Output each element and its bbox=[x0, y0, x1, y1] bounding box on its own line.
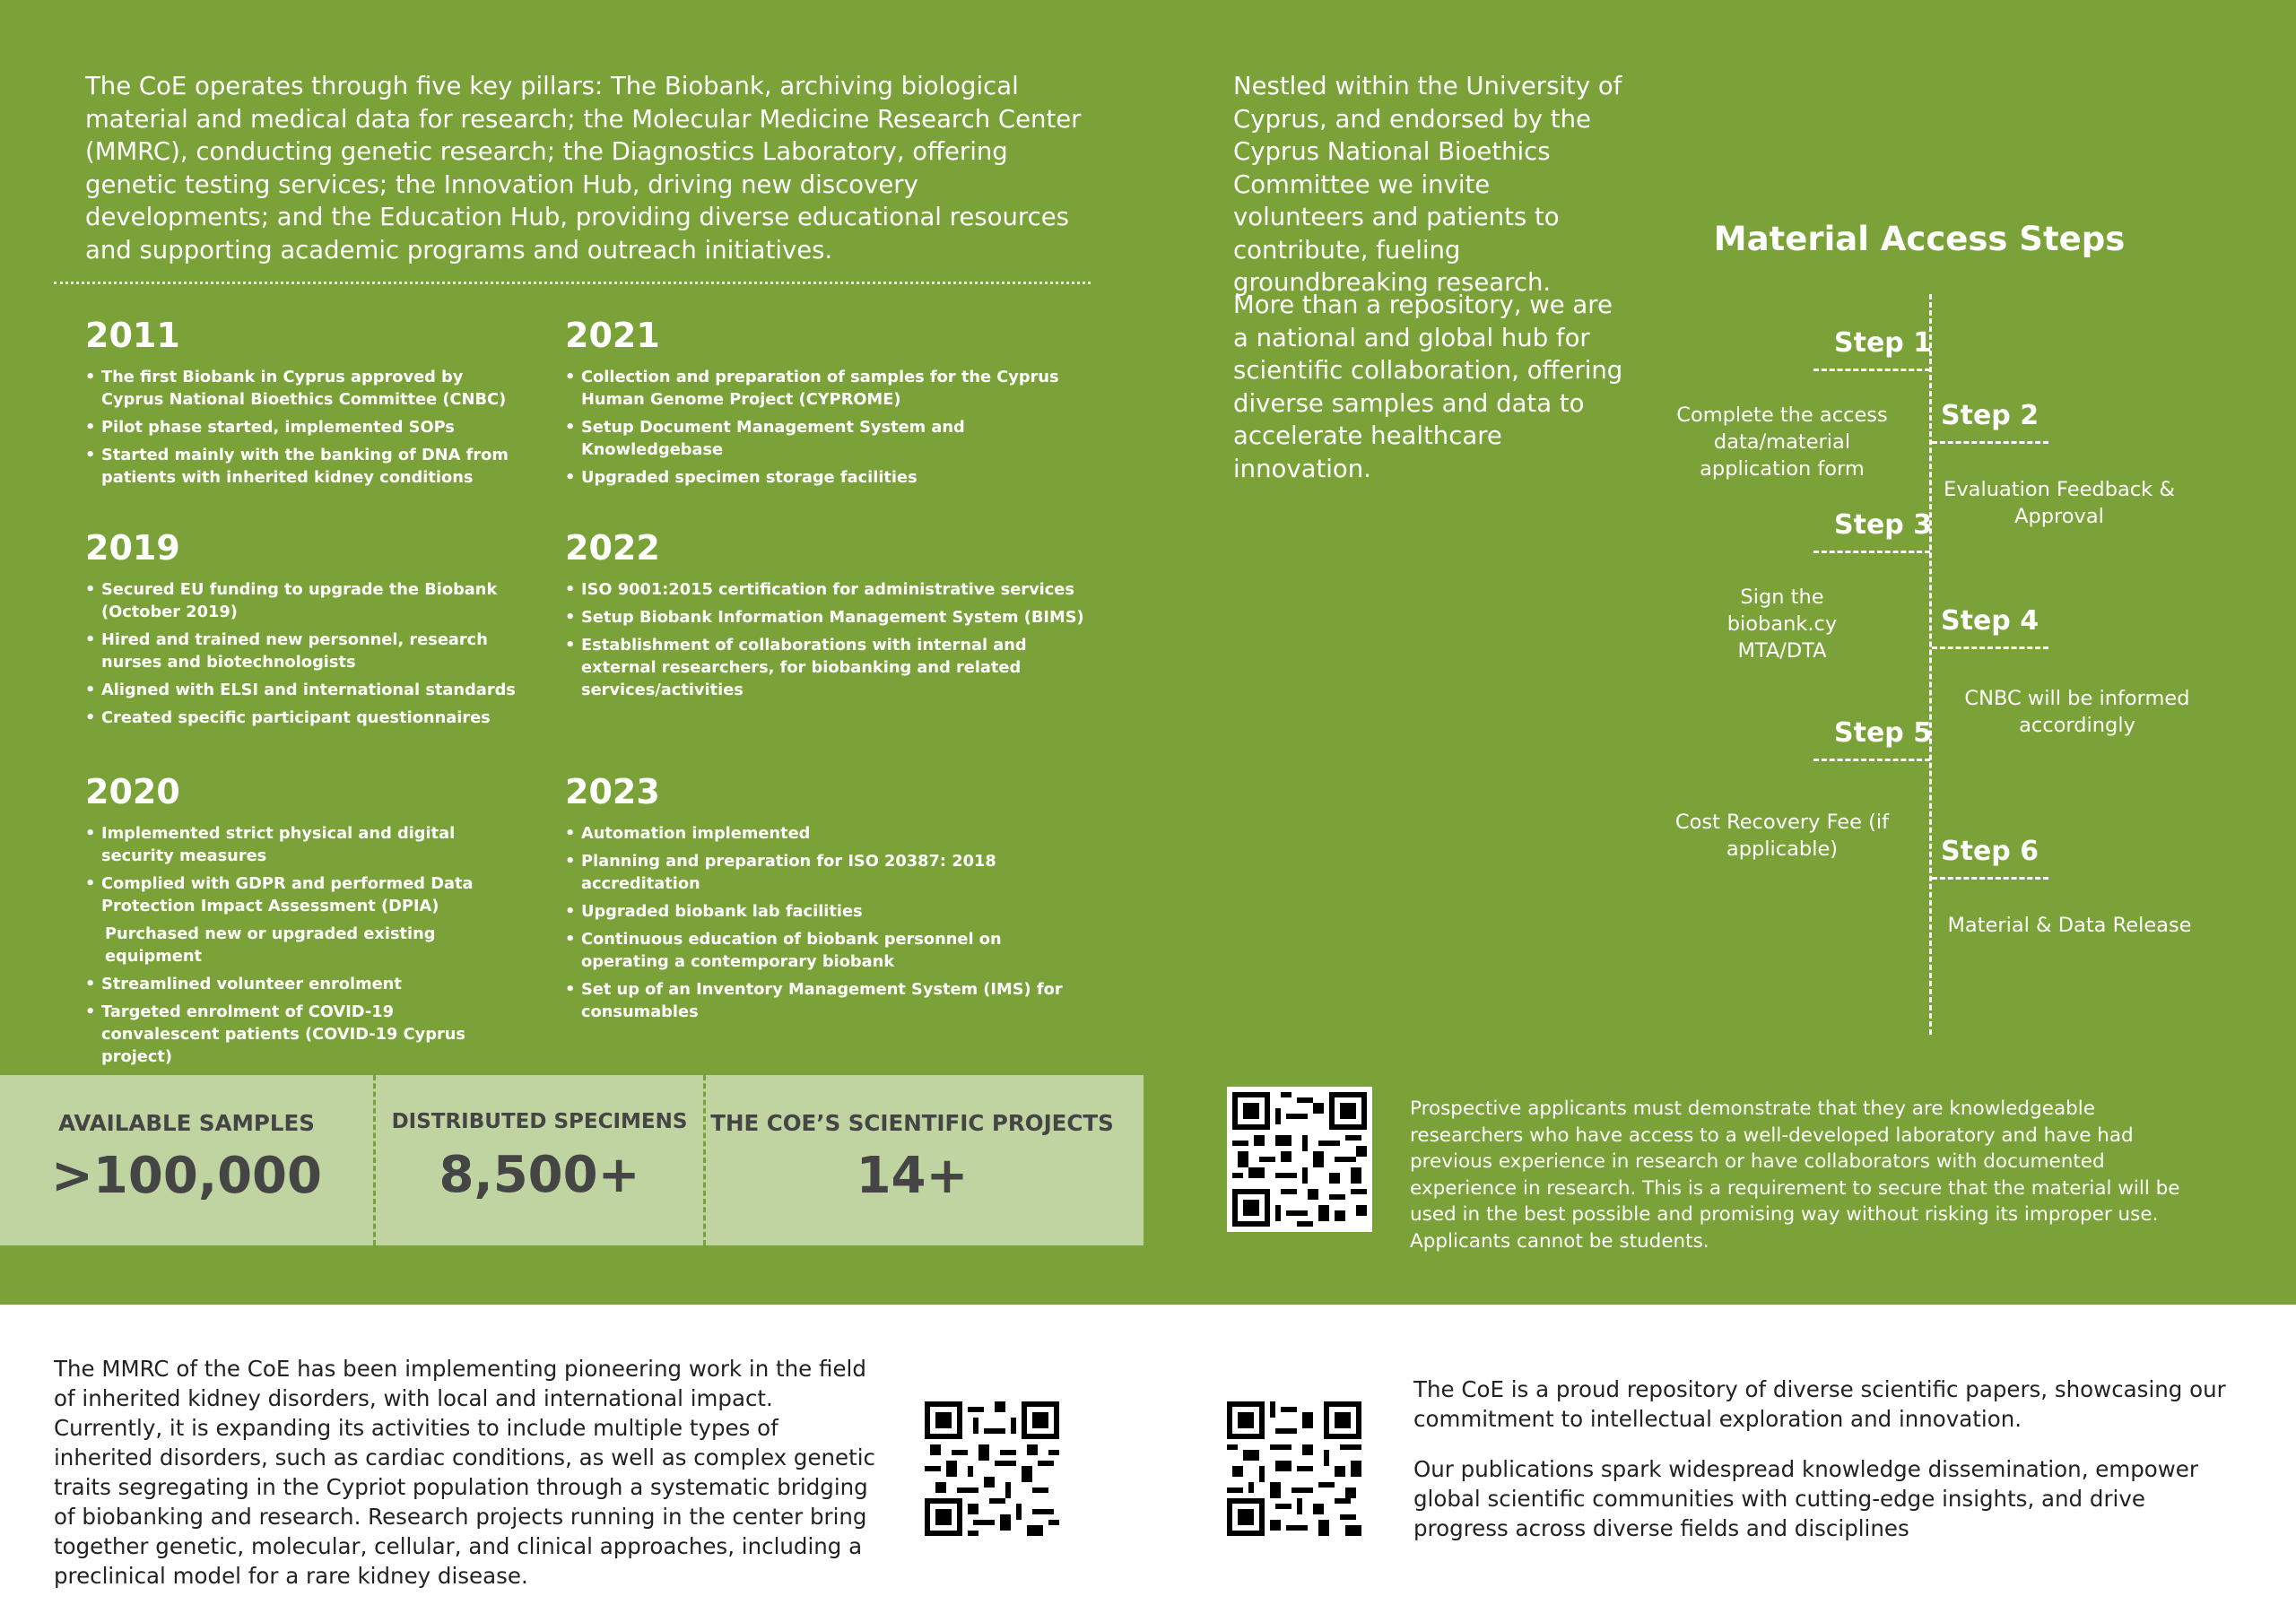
list-item: • Continuous education of biobank personnel on operating a contemporary biobank bbox=[565, 928, 1085, 973]
timeline-2011 bbox=[85, 316, 516, 494]
list-item: • Set up of an Inventory Management System (IMS) for consumables bbox=[565, 978, 1085, 1023]
year-list bbox=[85, 822, 516, 1068]
list-item: • Targeted enrolment of COVID-19 convalescent patients (COVID-19 Cyprus project) bbox=[85, 1001, 516, 1068]
list-item: • Secured EU funding to upgrade the Biobank (October 2019) bbox=[85, 578, 516, 623]
requirements-paragraph: Prospective applicants must demonstrate that they are knowledgeable researchers who have access to a well-developed laboratory and have had previous experience in research or have collaborators with documented experience in research. This is a requirement to secure that the material will be used in the best possible and promising way without risking its improper use. Applicants cannot be students. bbox=[1410, 1097, 2180, 1253]
stat-distributed-specimens bbox=[376, 1110, 703, 1204]
step-3-desc: Sign the biobank.cy MTA/DTA bbox=[1726, 585, 1838, 663]
publications-paragraph-2: Our publications spark widespread knowledge dissemination, empower global scientific communities with cutting-edge insights, and drive progress across diverse fields and disciplines bbox=[1413, 1456, 2198, 1541]
about-paragraph: Nestled within the University of Cyprus, and endorsed by the Cyprus National Bioethics Committee we invite volunteers and patients to contribute, fueling groundbreaking research. bbox=[1233, 72, 1622, 297]
list-item: • Started mainly with the banking of DNA from patients with inherited kidney conditions bbox=[85, 444, 516, 489]
list-item: • Planning and preparation for ISO 20387: 2018 accreditation bbox=[565, 850, 1085, 895]
list-item: Purchased new or upgraded existing equipment bbox=[105, 924, 436, 966]
step-5-desc: Cost Recovery Fee (if applicable) bbox=[1674, 811, 1890, 861]
steps-title: Material Access Steps bbox=[1713, 220, 2126, 258]
list-item: • Setup Biobank Information Management System (BIMS) bbox=[565, 606, 1085, 629]
list-item: • Upgraded biobank lab facilities bbox=[565, 900, 1085, 923]
step-5-dash bbox=[1813, 759, 1930, 761]
timeline-2023 bbox=[565, 772, 1085, 1028]
stat-scientific-projects bbox=[706, 1110, 1118, 1205]
year-heading: 2023 bbox=[565, 772, 660, 811]
step-1-desc: Complete the access data/material application form bbox=[1676, 403, 1888, 481]
stat-value: >100,000 bbox=[51, 1147, 322, 1205]
timeline-2019 bbox=[85, 528, 516, 734]
step-3-dash bbox=[1813, 551, 1930, 553]
step-1-dash bbox=[1813, 369, 1930, 371]
list-item: • Establishment of collaborations with internal and external researchers, for biobanking and related services/activities bbox=[565, 634, 1085, 701]
list-item: • The first Biobank in Cyprus approved by Cyprus National Bioethics Committee (CNBC) bbox=[85, 366, 516, 411]
stat-label: AVAILABLE SAMPLES bbox=[58, 1110, 315, 1136]
year-heading: 2011 bbox=[85, 316, 180, 355]
year-heading: 2021 bbox=[565, 316, 660, 355]
step-4-dash bbox=[1932, 646, 2048, 649]
stat-value: 8,500+ bbox=[439, 1146, 640, 1204]
steps-timeline-line bbox=[1929, 294, 1932, 1035]
step-2-dash bbox=[1932, 441, 2048, 444]
stat-label: DISTRIBUTED SPECIMENS bbox=[391, 1110, 688, 1133]
list-item: • Automation implemented bbox=[565, 822, 1085, 845]
step-4-desc: CNBC will be informed accordingly bbox=[1964, 687, 2190, 737]
year-heading: 2019 bbox=[85, 528, 180, 568]
step-3-label: Step 3 bbox=[1834, 509, 1933, 541]
year-list bbox=[85, 578, 516, 729]
list-item: • Pilot phase started, implemented SOPs bbox=[85, 416, 516, 438]
timeline-2022 bbox=[565, 528, 1085, 707]
list-item: • Upgraded specimen storage facilities bbox=[565, 466, 1085, 489]
list-item: • Hired and trained new personnel, research nurses and biotechnologists bbox=[85, 629, 516, 673]
year-heading: 2022 bbox=[565, 528, 660, 568]
step-4-label: Step 4 bbox=[1941, 605, 2039, 637]
hub-paragraph: More than a repository, we are a national and global hub for scientific collaboration, offering diverse samples and data to accelerate healthcare innovation. bbox=[1233, 291, 1623, 483]
list-item: • Streamlined volunteer enrolment bbox=[85, 973, 516, 995]
stat-label: THE COE’S SCIENTIFIC PROJECTS bbox=[710, 1110, 1114, 1136]
qr-code-icon[interactable] bbox=[925, 1401, 1059, 1536]
step-6-desc: Material & Data Release bbox=[1947, 914, 2192, 937]
publications-paragraph-1: The CoE is a proud repository of diverse scientific papers, showcasing our commitment to intellectual exploration and innovation. bbox=[1413, 1376, 2226, 1432]
step-1-label: Step 1 bbox=[1834, 327, 1933, 359]
step-2-desc: Evaluation Feedback & Approval bbox=[1944, 478, 2175, 528]
year-list bbox=[565, 578, 1085, 701]
stat-available-samples bbox=[0, 1110, 373, 1205]
year-list bbox=[85, 366, 516, 489]
timeline-2020 bbox=[85, 772, 516, 1073]
step-5-label: Step 5 bbox=[1834, 717, 1933, 749]
list-item: • Collection and preparation of samples for the Cyprus Human Genome Project (CYPROME) bbox=[565, 366, 1085, 411]
stat-value: 14+ bbox=[856, 1147, 969, 1205]
list-item: • Complied with GDPR and performed Data Protection Impact Assessment (DPIA) bbox=[85, 872, 516, 917]
step-6-label: Step 6 bbox=[1941, 836, 2039, 867]
year-list bbox=[565, 366, 1085, 489]
year-heading: 2020 bbox=[85, 772, 180, 811]
step-6-dash bbox=[1932, 877, 2048, 880]
list-item: • ISO 9001:2015 certification for administrative services bbox=[565, 578, 1085, 601]
mmrc-paragraph: The MMRC of the CoE has been implementing pioneering work in the field of inherited kidney disorders, with local and international impact. Currently, it is expanding its activities to include multiple types of inherited disorders, such as cardiac conditions, as well as complex genetic traits segregating in the Cypriot population through a systematic bridging of biobanking and research. Research projects running in the center bring together genetic, molecular, cellular, and clinical approaches, including a preclinical model for a rare kidney disease. bbox=[54, 1356, 876, 1589]
year-list bbox=[565, 822, 1085, 1023]
timeline-2021 bbox=[565, 316, 1085, 494]
qr-code-icon[interactable] bbox=[1227, 1087, 1372, 1232]
step-2-label: Step 2 bbox=[1941, 400, 2039, 431]
list-item: • Aligned with ELSI and international standards bbox=[85, 679, 516, 701]
list-item: • Implemented strict physical and digital security measures bbox=[85, 822, 516, 867]
qr-code-icon[interactable] bbox=[1227, 1401, 1361, 1536]
dotted-divider bbox=[54, 282, 1091, 284]
list-item: • Setup Document Management System and Knowledgebase bbox=[565, 416, 1085, 461]
list-item: • Created specific participant questionnaires bbox=[85, 707, 516, 729]
intro-paragraph: The CoE operates through five key pillars: The Biobank, archiving biological material and medical data for research; the Molecular Medicine Research Center (MMRC), conducting genetic research; the Diagnostics Laboratory, offering genetic testing services; the Innovation Hub, driving new discovery developments; and the Education Hub, providing diverse educational resources and supporting academic programs and outreach initiatives. bbox=[85, 72, 1082, 265]
